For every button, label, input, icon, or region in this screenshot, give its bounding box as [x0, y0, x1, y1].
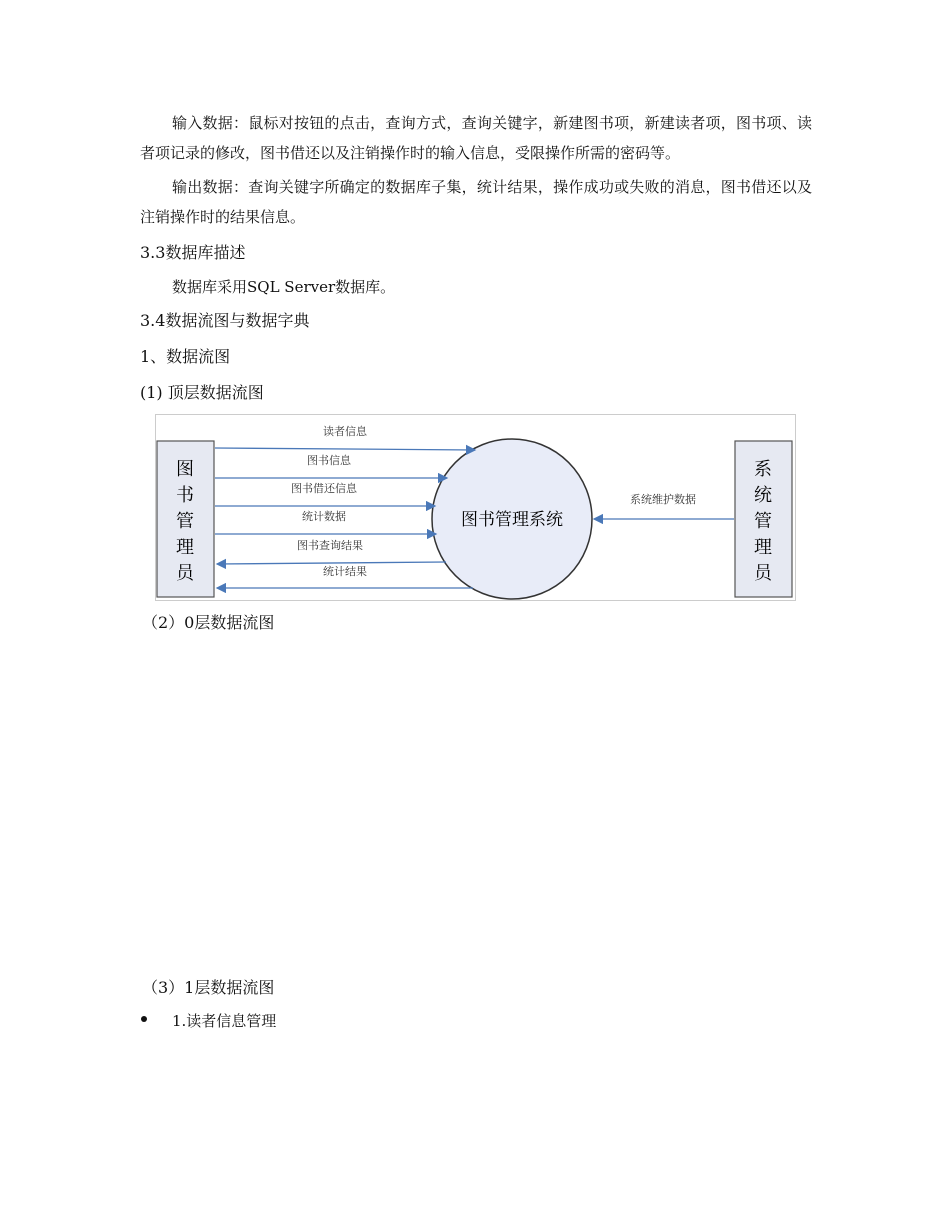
- top-level-dfd-diagram: [155, 414, 796, 601]
- bullet-item-reader-info: 1.读者信息管理: [172, 1012, 277, 1030]
- heading-dfd: 1、数据流图: [140, 347, 231, 366]
- flow-stat-result-label: 统计结果: [323, 565, 367, 578]
- entity-system-admin-char-4: 理: [754, 537, 772, 558]
- flow-borrow-return-label: 图书借还信息: [291, 482, 357, 495]
- paragraph-output-data: 输出数据：查询关键字所确定的数据库子集，统计结果，操作成功或失败的消息，图书借还以及注销操作时的结果信息。: [140, 178, 812, 226]
- paragraph-input-data: 输入数据：鼠标对按钮的点击，查询方式，查询关键字，新建图书项，新建读者项，图书项、读者项记录的修改，图书借还以及注销操作时的输入信息，受限操作所需的密码等。: [140, 114, 812, 162]
- flow-query-result-label: 图书查询结果: [297, 539, 363, 552]
- heading-level-0: （2）0层数据流图: [142, 613, 275, 632]
- entity-book-admin-char-1: 图: [176, 459, 194, 480]
- entity-system-admin-char-1: 系: [754, 459, 772, 480]
- entity-book-admin-char-2: 书: [176, 485, 194, 506]
- entity-book-admin-char-5: 员: [176, 563, 194, 584]
- heading-3-4: 3.4数据流图与数据字典: [140, 311, 310, 330]
- process-library-system-label: 图书管理系统: [461, 510, 563, 530]
- flow-book-info-label: 图书信息: [307, 454, 351, 467]
- entity-book-admin-char-3: 管: [176, 511, 194, 532]
- entity-book-admin-char-4: 理: [176, 537, 194, 558]
- heading-top-level: (1) 顶层数据流图: [140, 383, 264, 402]
- entity-system-admin-char-3: 管: [754, 511, 772, 532]
- bullet-dot: [141, 1016, 147, 1022]
- flow-reader-info-label: 读者信息: [323, 425, 367, 438]
- flow-maintenance-label: 系统维护数据: [630, 493, 696, 506]
- entity-system-admin-char-5: 员: [754, 563, 772, 584]
- entity-system-admin-char-2: 统: [754, 485, 772, 506]
- flow-stat-data-label: 统计数据: [302, 510, 346, 523]
- heading-3-3: 3.3数据库描述: [140, 243, 246, 262]
- paragraph-db-desc: 数据库采用SQL Server数据库。: [172, 278, 396, 296]
- heading-level-1: （3）1层数据流图: [142, 978, 275, 997]
